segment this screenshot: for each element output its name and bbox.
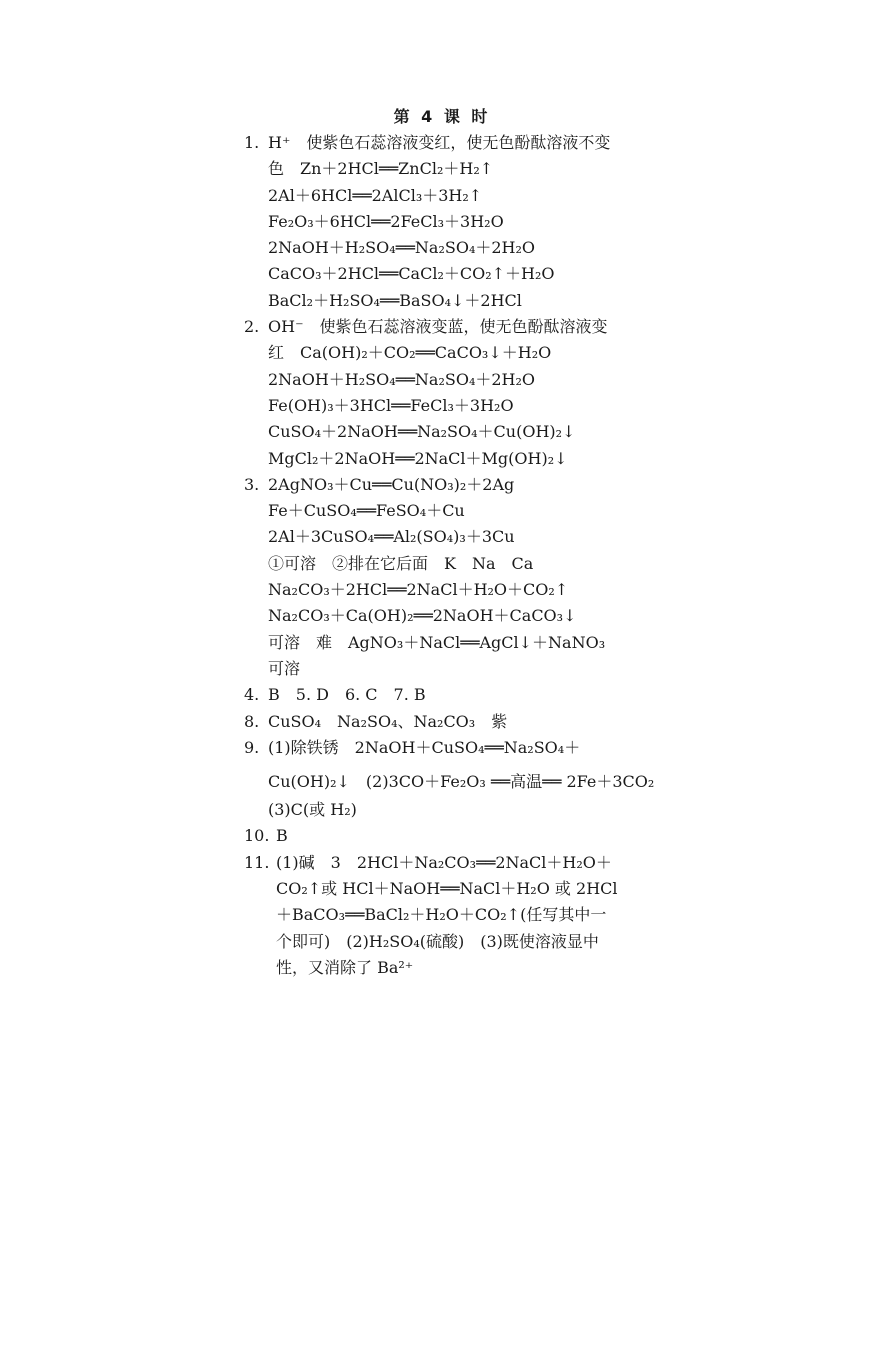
answer-text: Na₂CO₃＋Ca(OH)₂══2NaOH＋CaCO₃↓: [268, 606, 577, 626]
question-number: 10.: [244, 826, 270, 846]
question-number: 8.: [244, 711, 260, 731]
answer-text: ①可溶 ②排在它后面 K Na Ca: [268, 553, 534, 573]
answer-line: [244, 797, 684, 823]
question-number: 11.: [244, 852, 270, 872]
answer-text: Fe(OH)₃＋3HCl══FeCl₃＋3H₂O: [268, 395, 514, 415]
answer-text: Cu(OH)₂↓ (2)3CO＋Fe₂O₃ ══高温══ 2Fe＋3CO₂: [268, 772, 655, 792]
question-number: 4.: [244, 685, 260, 705]
answer-line: [244, 235, 684, 261]
answer-text: 2Al＋3CuSO₄══Al₂(SO₄)₃＋3Cu: [268, 527, 515, 547]
answer-line: [244, 603, 684, 629]
answer-line: [244, 735, 684, 761]
answer-text: CaCO₃＋2HCl══CaCl₂＋CO₂↑＋H₂O: [268, 264, 555, 284]
answer-line: [244, 446, 684, 472]
answer-text: CO₂↑或 HCl＋NaOH══NaCl＋H₂O 或 2HCl: [276, 879, 618, 899]
answer-line: [244, 709, 684, 735]
question-number: 9.: [244, 737, 260, 757]
answer-text: B: [276, 826, 288, 846]
answer-line: [244, 498, 684, 524]
answer-text: CuSO₄＋2NaOH══Na₂SO₄＋Cu(OH)₂↓: [268, 422, 576, 442]
answer-text: 2Al＋6HCl══2AlCl₃＋3H₂↑: [268, 185, 483, 205]
answer-line: [244, 630, 684, 656]
answer-line: [244, 340, 684, 366]
answer-line: [244, 656, 684, 682]
answer-text: (3)C(或 H₂): [268, 800, 357, 820]
answer-line: [244, 288, 684, 314]
answer-line: [244, 577, 684, 603]
question-number: 3.: [244, 474, 260, 494]
answer-text: 性，又消除了 Ba²⁺: [276, 957, 414, 977]
answer-line: [244, 551, 684, 577]
answer-list: [244, 130, 684, 981]
answer-line: [244, 314, 684, 340]
answer-text: H⁺ 使紫色石蕊溶液变红，使无色酚酞溶液不变: [268, 133, 611, 152]
answer-line: [244, 955, 684, 981]
answer-line: [244, 876, 684, 902]
answer-text: 2AgNO₃＋Cu══Cu(NO₃)₂＋2Ag: [268, 474, 515, 494]
answer-line: [244, 209, 684, 235]
answer-line: [244, 156, 684, 182]
answer-text: 个即可) (2)H₂SO₄(硫酸) (3)既使溶液显中: [276, 931, 599, 951]
answer-line: [244, 929, 684, 955]
answer-line: [244, 761, 684, 797]
answer-line: [244, 130, 684, 156]
answer-text: ＋BaCO₃══BaCl₂＋H₂O＋CO₂↑(任写其中一: [276, 905, 607, 925]
answer-text: MgCl₂＋2NaOH══2NaCl＋Mg(OH)₂↓: [268, 448, 568, 468]
answer-line: [244, 682, 684, 708]
answer-line: [244, 367, 684, 393]
answer-line: [244, 524, 684, 550]
page-title: 第 4 课 时: [393, 107, 491, 126]
answer-text: BaCl₂＋H₂SO₄══BaSO₄↓＋2HCl: [268, 290, 522, 310]
question-number: 1.: [244, 133, 260, 152]
answer-text: 2NaOH＋H₂SO₄══Na₂SO₄＋2H₂O: [268, 238, 536, 258]
answer-text: Fe₂O₃＋6HCl══2FeCl₃＋3H₂O: [268, 211, 504, 231]
answer-text: 可溶 难 AgNO₃＋NaCl══AgCl↓＋NaNO₃: [268, 632, 606, 652]
answer-line: [244, 850, 684, 876]
answer-text: 红 Ca(OH)₂＋CO₂══CaCO₃↓＋H₂O: [268, 343, 552, 363]
answer-text: (1)碱 3 2HCl＋Na₂CO₃══2NaCl＋H₂O＋: [276, 852, 612, 872]
answer-line: [244, 393, 684, 419]
answer-text: 可溶: [268, 658, 301, 678]
answer-text: CuSO₄ Na₂SO₄、Na₂CO₃ 紫: [268, 711, 508, 731]
question-number: 2.: [244, 317, 260, 337]
answer-text: Na₂CO₃＋2HCl══2NaCl＋H₂O＋CO₂↑: [268, 580, 569, 600]
answer-line: [244, 902, 684, 928]
answer-text: B 5. D 6. C 7. B: [268, 685, 426, 705]
answer-text: Fe＋CuSO₄══FeSO₄＋Cu: [268, 501, 465, 521]
answer-text: OH⁻ 使紫色石蕊溶液变蓝，使无色酚酞溶液变: [268, 317, 608, 337]
answer-line: [244, 261, 684, 287]
answer-line: [244, 823, 684, 849]
answer-text: (1)除铁锈 2NaOH＋CuSO₄══Na₂SO₄＋: [268, 737, 581, 757]
answer-line: [244, 472, 684, 498]
answer-text: 色 Zn＋2HCl══ZnCl₂＋H₂↑: [268, 159, 494, 179]
answer-line: [244, 183, 684, 209]
answer-text: 2NaOH＋H₂SO₄══Na₂SO₄＋2H₂O: [268, 369, 536, 389]
answer-line: [244, 419, 684, 445]
